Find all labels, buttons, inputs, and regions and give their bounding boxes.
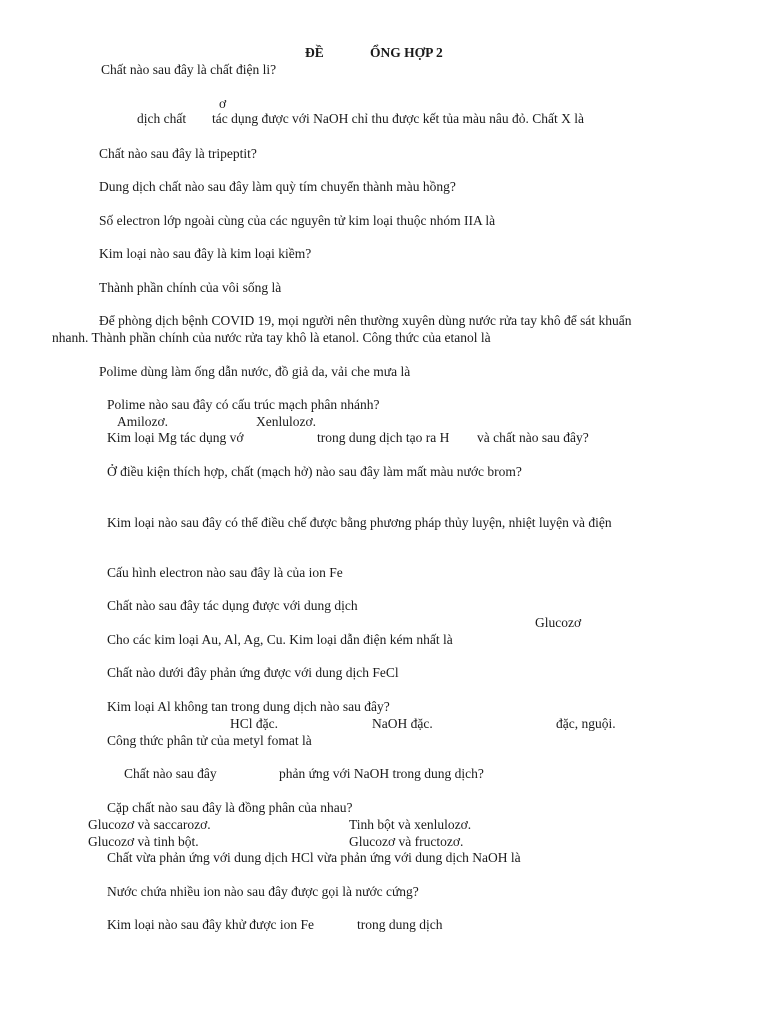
question-line: Polime dùng làm ống dẫn nước, đồ giả da, vải che mưa là bbox=[99, 364, 411, 379]
question-line: Kim loại nào sau đây có thể điều chế được bằng phương pháp thủy luyện, nhiệt luyện và điện bbox=[107, 515, 612, 530]
question-line: Chất nào dưới đây phản ứng được với dung dịch FeCl bbox=[107, 665, 399, 680]
question-line: Kim loại nào sau đây là kim loại kiềm? bbox=[99, 246, 312, 261]
answer-option: Xenlulozơ. bbox=[256, 414, 316, 429]
question-line: Cặp chất nào sau đây là đồng phân của nhau? bbox=[107, 800, 353, 815]
question-fragment: ơ bbox=[219, 96, 227, 111]
question-line: Để phòng dịch bệnh COVID 19, mọi người nên thường xuyên dùng nước rửa tay khô để sát khuẩn bbox=[99, 313, 632, 328]
answer-option: Glucozơ bbox=[535, 615, 582, 630]
question-line: trong dung dịch tạo ra H bbox=[317, 430, 450, 445]
question-line: Chất nào sau đây bbox=[124, 766, 217, 781]
answer-option: đặc, nguội. bbox=[556, 716, 616, 731]
question-line: Polime nào sau đây có cấu trúc mạch phân nhánh? bbox=[107, 397, 380, 412]
question-line: Ở điều kiện thích hợp, chất (mạch hở) nào sau đây làm mất màu nước brom? bbox=[107, 464, 522, 479]
question-line: Dung dịch chất nào sau đây làm quỳ tím chuyển thành màu hồng? bbox=[99, 179, 456, 194]
question-line: Số electron lớp ngoài cùng của các nguyên tử kim loại thuộc nhóm IIA là bbox=[99, 213, 496, 228]
answer-option: NaOH đặc. bbox=[372, 716, 433, 731]
question-line: Chất nào sau đây tác dụng được với dung dịch bbox=[107, 598, 358, 613]
question-line: Công thức phân tử của metyl fomat là bbox=[107, 733, 312, 748]
answer-option: HCl đặc. bbox=[230, 716, 278, 731]
question-line: Chất nào sau đây là tripeptit? bbox=[99, 146, 257, 161]
title-part-2: ỔNG HỢP 2 bbox=[370, 45, 443, 60]
question-line: Chất vừa phản ứng với dung dịch HCl vừa phản ứng với dung dịch NaOH là bbox=[107, 850, 521, 865]
answer-option: Tinh bột và xenlulozơ. bbox=[349, 817, 472, 832]
question-line: Kim loại Mg tác dụng vớ bbox=[107, 430, 244, 445]
answer-option: Glucozơ và fructozơ. bbox=[349, 834, 464, 849]
question-line: nhanh. Thành phần chính của nước rửa tay khô là etanol. Công thức của etanol là bbox=[52, 330, 491, 345]
question-line: Nước chứa nhiều ion nào sau đây được gọi là nước cứng? bbox=[107, 884, 419, 899]
question-line: Kim loại nào sau đây khử được ion Fe bbox=[107, 917, 314, 932]
question-line: Cấu hình electron nào sau đây là của ion Fe bbox=[107, 565, 343, 580]
answer-option: Glucozơ và saccarozơ. bbox=[88, 817, 211, 832]
answer-option: Amilozơ. bbox=[117, 414, 169, 429]
question-line: dịch chất bbox=[137, 111, 187, 126]
title-part-1: ĐỀ bbox=[305, 45, 324, 60]
question-line: Cho các kim loại Au, Al, Ag, Cu. Kim loại dẫn điện kém nhất là bbox=[107, 632, 453, 647]
question-line: Chất nào sau đây là chất điện li? bbox=[101, 62, 277, 77]
question-line: Thành phần chính của vôi sống là bbox=[99, 280, 282, 295]
question-line: phản ứng với NaOH trong dung dịch? bbox=[279, 766, 484, 781]
question-line: Kim loại Al không tan trong dung dịch nào sau đây? bbox=[107, 699, 390, 714]
answer-option: Glucozơ và tinh bột. bbox=[88, 834, 199, 849]
question-line: tác dụng được với NaOH chỉ thu được kết tủa màu nâu đỏ. Chất X là bbox=[212, 111, 584, 126]
question-line: và chất nào sau đây? bbox=[477, 430, 589, 445]
question-line: trong dung dịch bbox=[357, 917, 443, 932]
